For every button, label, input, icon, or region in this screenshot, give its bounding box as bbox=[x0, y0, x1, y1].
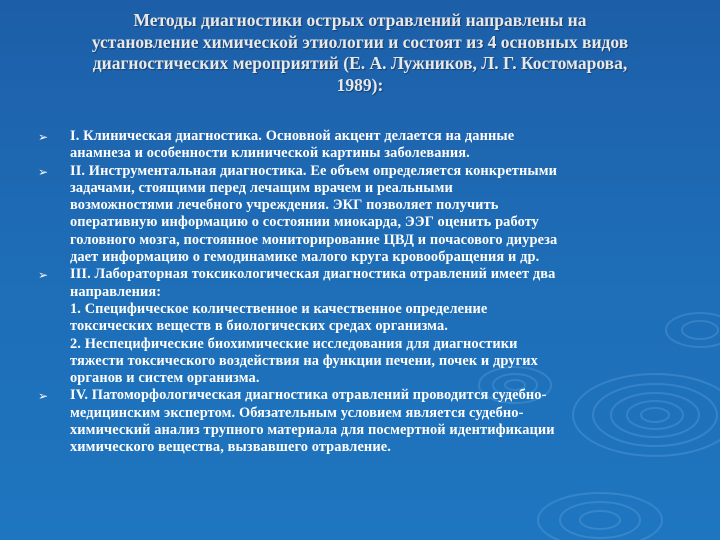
slide-title: Методы диагностики острых отравлений направлены на установление химической этиологии и состоят из 4 основных видов диагностических мероприятий (Е. А. Лужников, Л. Г. Костомарова, 1989): bbox=[91, 10, 629, 95]
list-item-text: I. Клиническая диагностика. Основной акцент делается на данные анамнеза и особенности клинической картины заболевания. bbox=[70, 128, 515, 162]
arrowhead-bullet-icon: ➢ bbox=[38, 130, 49, 144]
list-item-text: III. Лабораторная токсикологическая диагностика отравлений имеет два направления: 1. Специфическое количественное и качественное определение токсических веществ в биологических средах организма. 2. Неспецифические биохимические исследования для диагностики тяжести токсического воздействия на функции печени, почек и других органов и систем организма. bbox=[70, 266, 556, 387]
list-item bbox=[38, 387, 678, 456]
arrowhead-bullet-icon: ➢ bbox=[38, 164, 49, 179]
arrowhead-bullet-icon: ➢ bbox=[38, 389, 49, 404]
list-item bbox=[38, 266, 678, 387]
list-item bbox=[38, 128, 678, 163]
list-item-text: IV. Патоморфологическая диагностика отравлений проводится судебно- медицинским экспертом. Обязательным условием является судебно- химический анализ трупного материала для посмертной идентификации химического вещества, вызвавшего отравление. bbox=[70, 387, 555, 456]
bullet-list bbox=[38, 128, 678, 457]
list-item-text: II. Инструментальная диагностика. Ее объем определяется конкретными задачами, стоящими перед лечащим врачем и реальными возможностями лечебного учреждения. ЭКГ позволяет получить оперативную информацию о состоянии миокарда, ЭЭГ оценить работу головного мозга, постоянное мониторирование ЦВД и почасового диуреза дает информацию о гемодинамике малого круга кровообращения и др. bbox=[70, 162, 558, 266]
arrowhead-bullet-icon: ➢ bbox=[38, 268, 49, 283]
list-item bbox=[38, 163, 678, 267]
